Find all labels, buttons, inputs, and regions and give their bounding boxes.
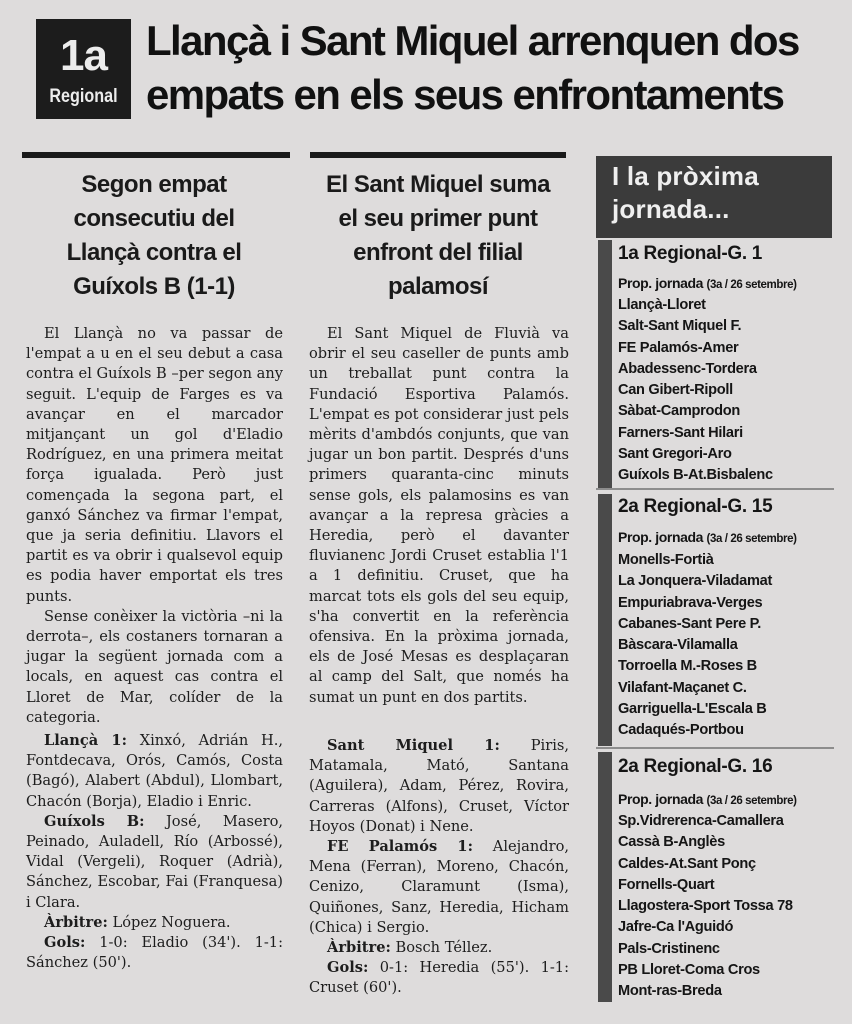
match-item: La Jonquera-Viladamat [618, 573, 773, 590]
prop-date: (3a / 26 setembre) [706, 795, 797, 807]
match-item: Llançà-Lloret [618, 297, 706, 313]
lineup-text: López Noguera. [107, 913, 231, 931]
lineup-entry [26, 812, 283, 913]
lineup-text: Alejandro, Mena (Ferran), Moreno, Chacón, Cenizo, Claramunt (Isma), Quiñones, Sanz, Heredia, Hicham (Chica) i Sergio. [309, 838, 569, 936]
lineup-text: José, Masero, Peinado, Auladell, Río (Arbossé), Vidal (Vergeli), Roquer (Adrià), Sánchez, Escobar, Fai (Franquesa) i Clara. [26, 812, 283, 911]
match-item: Pals-Cristinenc [618, 940, 720, 957]
group-next-round [618, 789, 797, 811]
match-item: Llagostera-Sport Tossa 78 [618, 898, 793, 915]
article1-lineups [26, 731, 283, 973]
group-next-round [618, 273, 797, 295]
group-separator [596, 488, 834, 490]
prop-date: (3a / 26 setembre) [706, 279, 797, 291]
match-item: FE Palamós-Amer [618, 339, 739, 356]
match-item: Garriguella-L'Escala B [618, 701, 767, 718]
article2-lineups [309, 736, 569, 999]
lineup-entry [26, 933, 283, 973]
section-badge [36, 19, 131, 119]
article1-paragraph: Sense conèixer la victòria –ni la derrota–, els costaners tornaran a jugar la següent jornada com a locals, en aquest cas contra el Lloret de Mar, colíder de la categoria. [26, 607, 283, 726]
group-accent-bar [598, 494, 612, 746]
match-item: Fornells-Quart [618, 876, 715, 893]
group-next-round [618, 527, 797, 549]
group-title: 1a Regional-G. 1 [618, 243, 763, 264]
lineup-label: Guíxols B: [44, 812, 145, 830]
prop-label: Prop. jornada [618, 791, 704, 807]
article2-title: El Sant Miquel suma el seu primer punt enfront del filial palamosí [326, 171, 550, 300]
lineup-label: Gols: [327, 959, 369, 977]
group-accent-bar [598, 752, 612, 1002]
article1-title: Segon empat consecutiu del Llançà contra el Guíxols B (1-1) [66, 171, 242, 300]
match-item: Vilafant-Maçanet C. [618, 679, 747, 696]
article2-paragraph: El Sant Miquel de Fluvià va obrir el seu caseller de punts amb un treballat punt contra la Fundació Esportiva Palamós. L'empat es pot considerar just pels mèrits d'ambdós conjunts, que van jugar un bon partit. Després d'uns primers quaranta-cinc minuts sense gols, els palamosins es van avançar a la represa gràcies a Heredia, però el davanter fluvianenc Jordi Cruset establia l'1 a 1 definitiu. Cruset, que ha marcat tots els gols del seu equip, s'ha convertit en la referència ofensiva. En la pròxima jornada, els de José Mesas es desplaçaran al camp del Salt, que només ha sumat un punt en dos partits. [309, 325, 569, 706]
match-list [618, 811, 793, 1003]
section-number: 1a [60, 31, 107, 80]
lineup-entry [26, 913, 283, 933]
lineup-entry [309, 736, 569, 837]
match-item: Farners-Sant Hilari [618, 424, 743, 441]
lineup-label: Llançà 1: [44, 732, 127, 749]
lineup-label: Sant Miquel 1: [327, 737, 500, 754]
group-separator [596, 747, 834, 749]
match-item: Caldes-At.Sant Ponç [618, 855, 756, 872]
match-item: Jafre-Ca l'Aguidó [618, 919, 734, 936]
match-item: PB Lloret-Coma Cros [618, 962, 760, 979]
lineup-label: Gols: [44, 934, 86, 952]
match-item: Salt-Sant Miquel F. [618, 318, 742, 335]
match-item: Abadessenc-Tordera [618, 360, 757, 377]
lineup-text: Xinxó, Adrián H., Fontdecava, Orós, Camós, Costa (Bagó), Alabert (Abdul), Llombart, Chacón (Borja), Eladio i Enric. [26, 732, 283, 810]
match-item: Sàbat-Camprodon [618, 403, 740, 420]
prop-label: Prop. jornada [618, 529, 704, 545]
column-rule-middle [310, 152, 566, 158]
lineup-label: Àrbitre: [44, 913, 108, 931]
group-title: 2a Regional-G. 16 [618, 756, 773, 777]
match-item: Cabanes-Sant Pere P. [618, 615, 761, 632]
match-item: Empuriabrava-Verges [618, 594, 763, 611]
article2-body [309, 324, 569, 708]
match-list [618, 550, 772, 742]
lineup-text: 1-0: Eladio (34'). 1-1: Sánchez (50'). [26, 934, 283, 972]
lineup-entry [309, 958, 569, 998]
match-item: Cadaqués-Portbou [618, 722, 744, 739]
group-title: 2a Regional-G. 15 [618, 496, 773, 517]
match-item: Guíxols B-At.Bisbalenc [618, 467, 773, 484]
lineup-entry [309, 837, 569, 938]
article1-paragraph: El Llançà no va passar de l'empat a u en el seu debut a casa contra el Guíxols B –per segon any seguit. L'equip de Farges es va avançar en el marcador mitjançant un gol d'Eladio Rodríguez, en una primera meitat força igualada. Però just començada la segona part, el ganxó Sánchez va firmar l'empat, que ja seria definitiu. Llavors el partit es va obrir i qualsevol equip es podia haver emportat els tres punts. [26, 325, 283, 605]
match-item: Cassà B-Anglès [618, 834, 725, 851]
match-item: Mont-ras-Breda [618, 983, 722, 1000]
match-list [618, 295, 773, 487]
group-accent-bar [598, 240, 612, 490]
lineup-text: Piris, Matamala, Mató, Santana (Aguilera), Adam, Pérez, Rovira, Carreras (Alfons), Cruset, Víctor Hoyos (Donat) i Nene. [309, 737, 569, 835]
lineup-entry [26, 731, 283, 812]
main-headline: Llançà i Sant Miquel arrenquen dos empats en els seus enfrontaments [146, 17, 799, 118]
prop-label: Prop. jornada [618, 275, 704, 291]
match-item: Sant Gregori-Aro [618, 446, 732, 463]
lineup-text: Bosch Téllez. [390, 939, 493, 957]
section-label: Regional [49, 86, 118, 107]
article1-body [26, 324, 283, 728]
column-rule-left [22, 152, 290, 158]
match-item: Torroella M.-Roses B [618, 658, 757, 675]
match-item: Can Gibert-Ripoll [618, 382, 733, 399]
match-item: Bàscara-Vilamalla [618, 637, 738, 654]
match-item: Sp.Vidrerenca-Camallera [618, 813, 784, 829]
match-item: Monells-Fortià [618, 552, 714, 568]
lineup-text: 0-1: Heredia (55'). 1-1: Cruset (60'). [309, 959, 569, 997]
lineup-entry [309, 938, 569, 958]
prop-date: (3a / 26 setembre) [706, 533, 797, 545]
lineup-label: Àrbitre: [327, 939, 391, 957]
sidebar-title: I la pròxima jornada... [612, 161, 759, 224]
lineup-label: FE Palamós 1: [327, 838, 473, 856]
